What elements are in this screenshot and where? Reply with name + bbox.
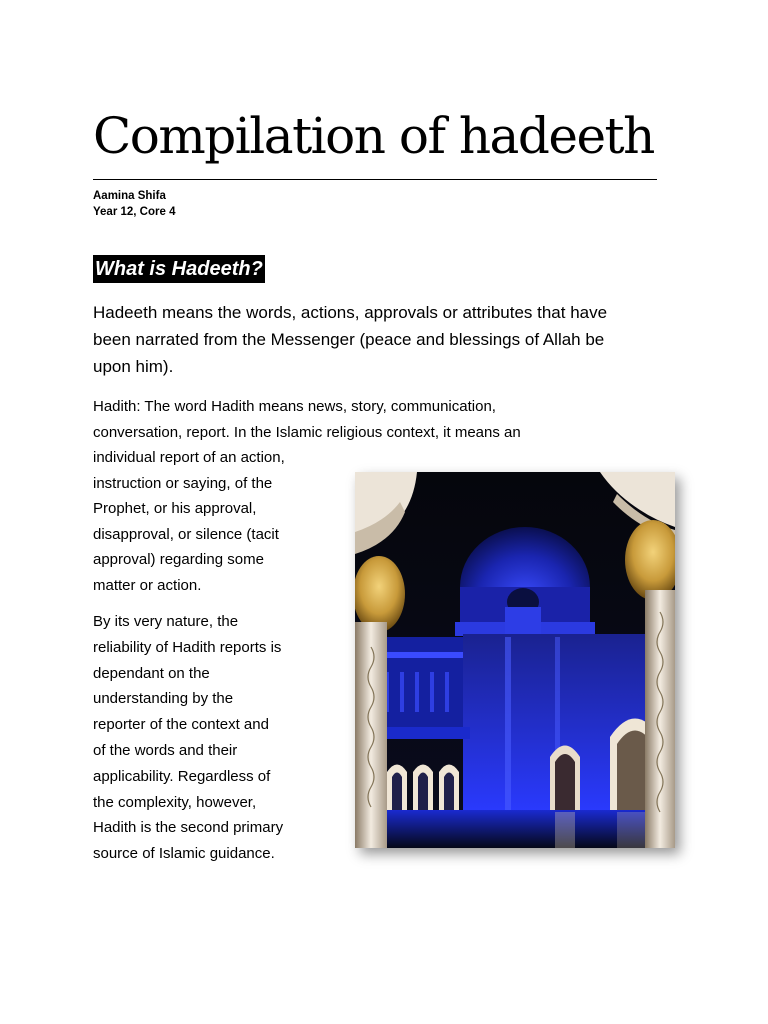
paragraph-line: Prophet, or his approval,	[93, 500, 257, 518]
paragraph-line: Hadith is the second primary	[93, 819, 284, 837]
mosque-illustration	[355, 472, 675, 848]
paragraph-line: instruction or saying, of the	[93, 474, 273, 492]
paragraph-definition	[93, 299, 683, 380]
paragraph-line: source of Islamic guidance.	[93, 845, 275, 863]
paragraph-line: been narrated from the Messenger (peace and blessings of Allah be	[93, 330, 605, 349]
paragraph-line: approval) regarding some	[93, 551, 264, 569]
section-heading: What is Hadeeth?	[93, 255, 265, 283]
paragraph-line: matter or action.	[93, 576, 202, 594]
paragraph-line: individual report of an action,	[93, 449, 285, 466]
paragraph-line: reliability of Hadith reports is	[93, 638, 282, 656]
paragraph-line: By its very nature, the	[93, 613, 239, 630]
paragraph-line: understanding by the	[93, 690, 234, 708]
paragraph-line: of the words and their	[93, 741, 238, 759]
document-title: Compilation of hadeeth	[93, 107, 654, 165]
paragraph-line: reporter of the context and	[93, 716, 269, 734]
author-name: Aamina Shifa	[93, 190, 166, 202]
paragraph-line: applicability. Regardless of	[93, 767, 271, 785]
paragraph-line: Hadith: The word Hadith means news, story, communication,	[93, 398, 496, 415]
class-info: Year 12, Core 4	[93, 206, 176, 218]
paragraph-line: the complexity, however,	[93, 793, 257, 811]
paragraph-line: Hadeeth means the words, actions, approvals or attributes that have	[93, 303, 608, 322]
mosque-photo	[355, 472, 675, 848]
paragraph-line: upon him).	[93, 357, 174, 376]
paragraph-hadith-meaning	[93, 394, 653, 445]
title-divider	[93, 179, 657, 180]
paragraph-hadith-meaning-continued	[93, 445, 343, 599]
paragraph-line: conversation, report. In the Islamic religious context, it means an	[93, 423, 521, 441]
paragraph-line: dependant on the	[93, 664, 210, 682]
paragraph-reliability	[93, 609, 333, 867]
paragraph-line: disapproval, or silence (tacit	[93, 525, 279, 543]
